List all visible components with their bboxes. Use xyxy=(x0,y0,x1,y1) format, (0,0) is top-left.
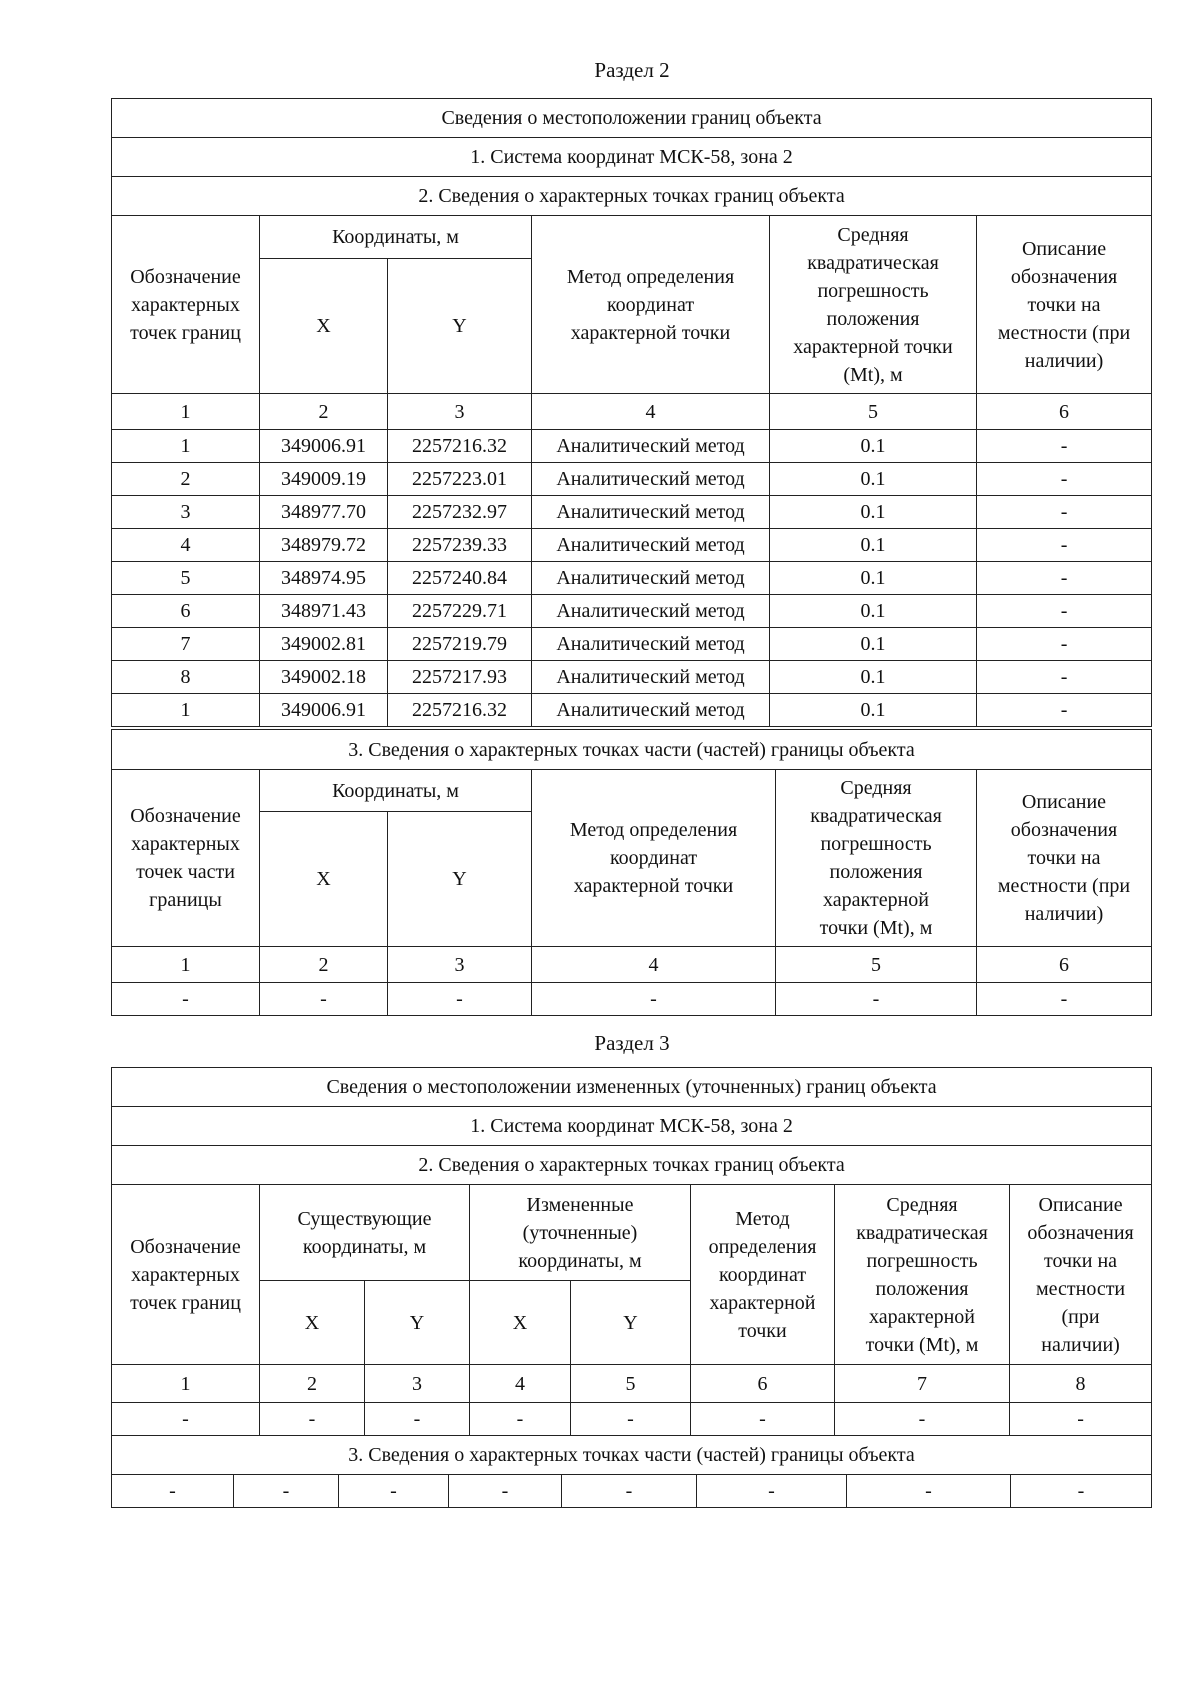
table-row xyxy=(112,496,1152,529)
point-error: 0.1 xyxy=(770,463,977,496)
empty-cell: - xyxy=(1011,1475,1152,1508)
point-number: 3 xyxy=(112,496,260,529)
col-number: 6 xyxy=(977,394,1152,430)
point-description: - xyxy=(977,529,1152,562)
point-description: - xyxy=(977,595,1152,628)
point-x: 348977.70 xyxy=(260,496,388,529)
section3-heading: Сведения о местоположении измененных (уточненных) границ объекта xyxy=(112,1068,1152,1107)
empty-cell: - xyxy=(388,983,532,1016)
empty-cell: - xyxy=(112,1475,234,1508)
point-number: 5 xyxy=(112,562,260,595)
empty-cell: - xyxy=(691,1403,835,1436)
point-x: 349009.19 xyxy=(260,463,388,496)
table-row xyxy=(112,595,1152,628)
section3-parts-heading: 3. Сведения о характерных точках части (частей) границы объекта xyxy=(112,1436,1152,1475)
empty-cell: - xyxy=(112,1403,260,1436)
point-x: 348971.43 xyxy=(260,595,388,628)
point-method: Аналитический метод xyxy=(532,430,770,463)
point-error: 0.1 xyxy=(770,595,977,628)
point-method: Аналитический метод xyxy=(532,595,770,628)
table-row xyxy=(112,529,1152,562)
parts-header-coordinates: Координаты, м xyxy=(260,770,532,812)
section3-coordinate-system: 1. Система координат МСК-58, зона 2 xyxy=(112,1107,1152,1146)
point-method: Аналитический метод xyxy=(532,694,770,727)
header-description: Описание обозначения точки на местности (при наличии) xyxy=(977,216,1152,394)
point-number: 7 xyxy=(112,628,260,661)
point-x: 348974.95 xyxy=(260,562,388,595)
s3-header-x2: X xyxy=(470,1281,571,1365)
column-numbers-row xyxy=(112,394,1152,430)
point-y: 2257229.71 xyxy=(388,595,532,628)
point-x: 349006.91 xyxy=(260,694,388,727)
point-number: 8 xyxy=(112,661,260,694)
col-number: 3 xyxy=(388,947,532,983)
point-y: 2257223.01 xyxy=(388,463,532,496)
col-number: 6 xyxy=(691,1365,835,1403)
empty-cell: - xyxy=(1010,1403,1152,1436)
point-method: Аналитический метод xyxy=(532,496,770,529)
point-number: 1 xyxy=(112,430,260,463)
col-number: 4 xyxy=(470,1365,571,1403)
table-row xyxy=(112,1403,1152,1436)
col-number: 2 xyxy=(260,1365,365,1403)
parts-header-designation: Обозначение характерных точек части границы xyxy=(112,770,260,947)
empty-cell: - xyxy=(112,983,260,1016)
table-row xyxy=(112,628,1152,661)
col-number: 1 xyxy=(112,1365,260,1403)
col-number: 4 xyxy=(532,394,770,430)
point-description: - xyxy=(977,430,1152,463)
point-description: - xyxy=(977,463,1152,496)
empty-cell: - xyxy=(365,1403,470,1436)
point-y: 2257216.32 xyxy=(388,430,532,463)
point-method: Аналитический метод xyxy=(532,562,770,595)
point-method: Аналитический метод xyxy=(532,661,770,694)
table-row xyxy=(112,694,1152,727)
col-number: 1 xyxy=(112,394,260,430)
point-number: 2 xyxy=(112,463,260,496)
point-description: - xyxy=(977,694,1152,727)
header-coordinates: Координаты, м xyxy=(260,216,532,259)
section3-points-heading: 2. Сведения о характерных точках границ объекта xyxy=(112,1146,1152,1185)
section2-heading: Сведения о местоположении границ объекта xyxy=(112,99,1152,138)
header-method: Метод определения координат характерной точки xyxy=(532,216,770,394)
section2-parts-heading: 3. Сведения о характерных точках части (частей) границы объекта xyxy=(112,730,1152,770)
col-number: 5 xyxy=(770,394,977,430)
empty-cell: - xyxy=(449,1475,562,1508)
point-x: 349002.81 xyxy=(260,628,388,661)
point-y: 2257239.33 xyxy=(388,529,532,562)
empty-cell: - xyxy=(260,983,388,1016)
point-number: 6 xyxy=(112,595,260,628)
empty-cell: - xyxy=(776,983,977,1016)
point-x: 349006.91 xyxy=(260,430,388,463)
empty-cell: - xyxy=(697,1475,847,1508)
point-y: 2257232.97 xyxy=(388,496,532,529)
empty-cell: - xyxy=(470,1403,571,1436)
section3-points-table xyxy=(111,1067,1152,1436)
point-number: 1 xyxy=(112,694,260,727)
s3-header-y1: Y xyxy=(365,1281,470,1365)
empty-cell: - xyxy=(977,983,1152,1016)
s3-column-numbers-row xyxy=(112,1365,1152,1403)
point-method: Аналитический метод xyxy=(532,529,770,562)
point-method: Аналитический метод xyxy=(532,628,770,661)
point-y: 2257216.32 xyxy=(388,694,532,727)
point-error: 0.1 xyxy=(770,529,977,562)
parts-header-y: Y xyxy=(388,812,532,947)
empty-cell: - xyxy=(847,1475,1011,1508)
s3-header-existing-coordinates: Существующие координаты, м xyxy=(260,1185,470,1281)
s3-header-changed-coordinates: Измененные (уточненные) координаты, м xyxy=(470,1185,691,1281)
section2-coordinate-system: 1. Система координат МСК-58, зона 2 xyxy=(112,138,1152,177)
col-number: 3 xyxy=(365,1365,470,1403)
col-number: 2 xyxy=(260,947,388,983)
section2-title: Раздел 2 xyxy=(594,58,670,82)
table-row xyxy=(112,1475,1152,1508)
point-y: 2257219.79 xyxy=(388,628,532,661)
section2-points-table xyxy=(111,98,1152,727)
table-row xyxy=(112,983,1152,1016)
empty-cell: - xyxy=(571,1403,691,1436)
col-number: 1 xyxy=(112,947,260,983)
section3-parts-table xyxy=(111,1435,1152,1508)
point-error: 0.1 xyxy=(770,430,977,463)
parts-header-x: X xyxy=(260,812,388,947)
section3-title: Раздел 3 xyxy=(594,1031,670,1055)
col-number: 8 xyxy=(1010,1365,1152,1403)
empty-cell: - xyxy=(562,1475,697,1508)
point-error: 0.1 xyxy=(770,562,977,595)
table-row xyxy=(112,463,1152,496)
point-description: - xyxy=(977,562,1152,595)
col-number: 4 xyxy=(532,947,776,983)
parts-header-description: Описание обозначения точки на местности (при наличии) xyxy=(977,770,1152,947)
point-y: 2257217.93 xyxy=(388,661,532,694)
section2-points-heading: 2. Сведения о характерных точках границ объекта xyxy=(112,177,1152,216)
s3-header-description: Описание обозначения точки на местности (при наличии) xyxy=(1010,1185,1152,1365)
parts-header-error: Средняя квадратическая погрешность положения характерной точки (Mt), м xyxy=(776,770,977,947)
point-description: - xyxy=(977,661,1152,694)
point-error: 0.1 xyxy=(770,661,977,694)
point-number: 4 xyxy=(112,529,260,562)
col-number: 6 xyxy=(977,947,1152,983)
s3-header-designation: Обозначение характерных точек границ xyxy=(112,1185,260,1365)
empty-cell: - xyxy=(234,1475,339,1508)
table-row xyxy=(112,430,1152,463)
point-method: Аналитический метод xyxy=(532,463,770,496)
s3-header-method: Метод определения координат характерной точки xyxy=(691,1185,835,1365)
point-x: 348979.72 xyxy=(260,529,388,562)
table-row xyxy=(112,661,1152,694)
point-description: - xyxy=(977,628,1152,661)
parts-header-method: Метод определения координат характерной точки xyxy=(532,770,776,947)
point-error: 0.1 xyxy=(770,496,977,529)
s3-header-y2: Y xyxy=(571,1281,691,1365)
col-number: 7 xyxy=(835,1365,1010,1403)
col-number: 5 xyxy=(571,1365,691,1403)
header-error: Средняя квадратическая погрешность положения характерной точки (Mt), м xyxy=(770,216,977,394)
section2-parts-table xyxy=(111,729,1152,1016)
empty-cell: - xyxy=(532,983,776,1016)
col-number: 3 xyxy=(388,394,532,430)
empty-cell: - xyxy=(260,1403,365,1436)
header-y: Y xyxy=(388,259,532,394)
point-error: 0.1 xyxy=(770,628,977,661)
parts-column-numbers-row xyxy=(112,947,1152,983)
table-row xyxy=(112,562,1152,595)
col-number: 2 xyxy=(260,394,388,430)
header-x: X xyxy=(260,259,388,394)
col-number: 5 xyxy=(776,947,977,983)
point-x: 349002.18 xyxy=(260,661,388,694)
header-designation: Обозначение характерных точек границ xyxy=(112,216,260,394)
point-error: 0.1 xyxy=(770,694,977,727)
s3-header-x1: X xyxy=(260,1281,365,1365)
point-description: - xyxy=(977,496,1152,529)
empty-cell: - xyxy=(835,1403,1010,1436)
s3-header-error: Средняя квадратическая погрешность положения характерной точки (Mt), м xyxy=(835,1185,1010,1365)
point-y: 2257240.84 xyxy=(388,562,532,595)
empty-cell: - xyxy=(339,1475,449,1508)
